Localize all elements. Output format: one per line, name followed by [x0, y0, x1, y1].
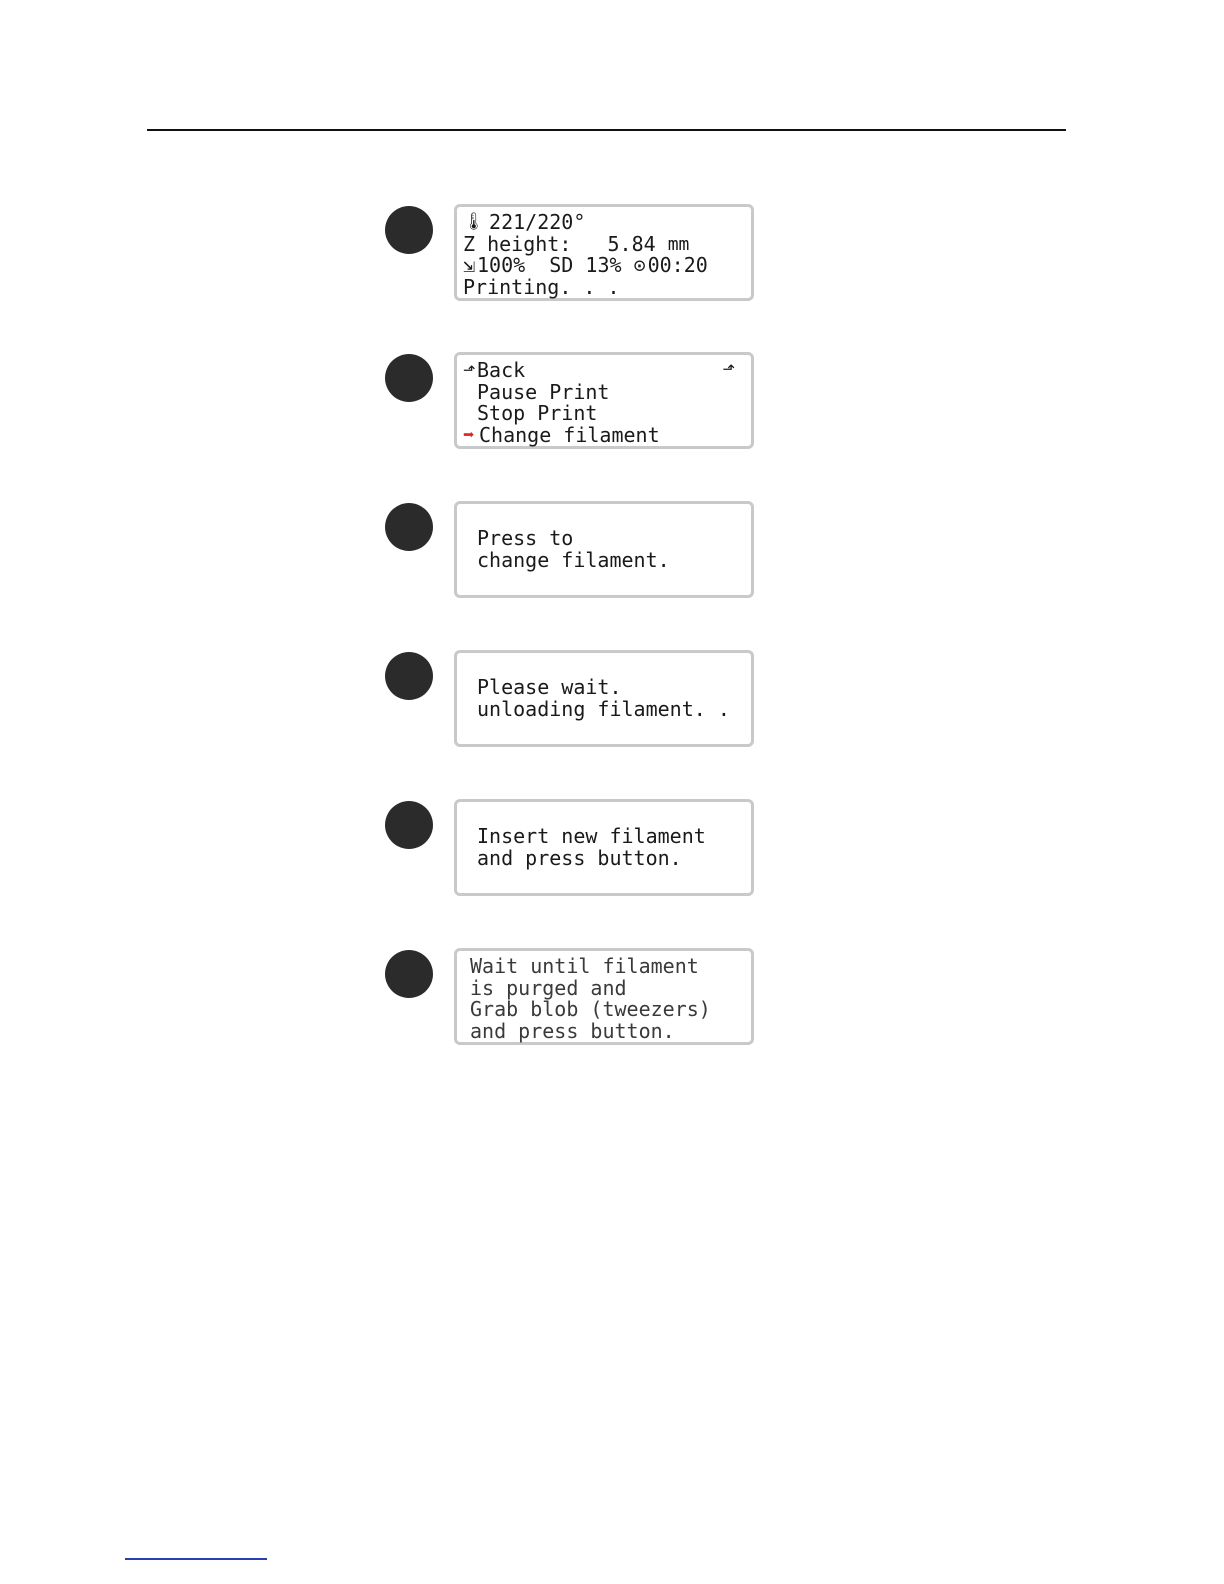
- lcd-menu-screen: [454, 352, 754, 449]
- z-height-label: Z height:: [463, 231, 572, 256]
- wait-line-1: Please wait.: [477, 675, 622, 699]
- header-rule: [147, 129, 1066, 131]
- lcd-wait-screen: [454, 650, 754, 747]
- step-marker: [385, 801, 433, 849]
- insert-line-2: and press button.: [477, 845, 682, 870]
- lcd-insert-screen: [454, 799, 754, 896]
- menu-item-change-label: Change filament: [479, 422, 660, 447]
- footer-link-rule: [125, 1558, 267, 1560]
- lcd-status-screen: [454, 204, 754, 301]
- step-3: [385, 501, 765, 601]
- menu-item-back[interactable]: [463, 360, 745, 382]
- status-message: Printing. . .: [463, 274, 620, 299]
- step-marker: [385, 652, 433, 700]
- lcd-press-screen: [454, 501, 754, 598]
- step-marker: [385, 354, 433, 402]
- clock-icon: ⊙: [633, 253, 646, 277]
- menu-item-pause-label: Pause Print: [477, 379, 610, 404]
- purge-line-2: is purged and: [470, 975, 627, 1000]
- step-marker: [385, 950, 433, 998]
- temp-row: [463, 212, 745, 234]
- menu-item-back-label: Back: [477, 358, 526, 382]
- step-marker: [385, 206, 433, 254]
- up-arrow-icon: ⬏: [463, 361, 476, 379]
- press-line-1: Press to: [477, 526, 574, 550]
- lcd-purge-screen: [454, 948, 754, 1045]
- thermometer-icon: 🌡︎: [463, 212, 485, 232]
- feedrate-icon: ⇲: [463, 253, 476, 277]
- sd-label: SD: [549, 253, 574, 277]
- z-height-value: 5.84: [607, 231, 656, 256]
- menu-item-pause-print[interactable]: [463, 379, 745, 404]
- print-time: 00:20: [647, 253, 708, 277]
- step-2: [385, 352, 765, 452]
- menu-item-stop-label: Stop Print: [477, 401, 598, 425]
- step-6: [385, 948, 765, 1048]
- purge-line-4: and press button.: [470, 1018, 675, 1043]
- temperature-value: 221/220°: [489, 210, 586, 234]
- press-line-2: change filament.: [477, 547, 670, 572]
- z-height-unit: mm: [667, 233, 690, 255]
- sd-percent: 13%: [585, 253, 622, 277]
- purge-line-3: Grab blob (tweezers): [470, 997, 711, 1021]
- feedrate-value: 100%: [477, 253, 526, 277]
- step-5: [385, 799, 765, 899]
- up-arrow-icon: ⬏: [722, 360, 735, 378]
- step-4: [385, 650, 765, 750]
- menu-item-change-filament[interactable]: [463, 422, 745, 447]
- step-1: [385, 204, 765, 304]
- progress-row: [463, 255, 745, 277]
- insert-line-1: Insert new filament: [477, 824, 706, 848]
- wait-line-2: unloading filament. .: [477, 696, 730, 721]
- z-height-row: [463, 231, 745, 256]
- red-arrow-icon: ➡: [463, 423, 475, 446]
- step-marker: [385, 503, 433, 551]
- purge-line-1: Wait until filament: [470, 954, 699, 978]
- menu-item-stop-print[interactable]: [463, 403, 745, 425]
